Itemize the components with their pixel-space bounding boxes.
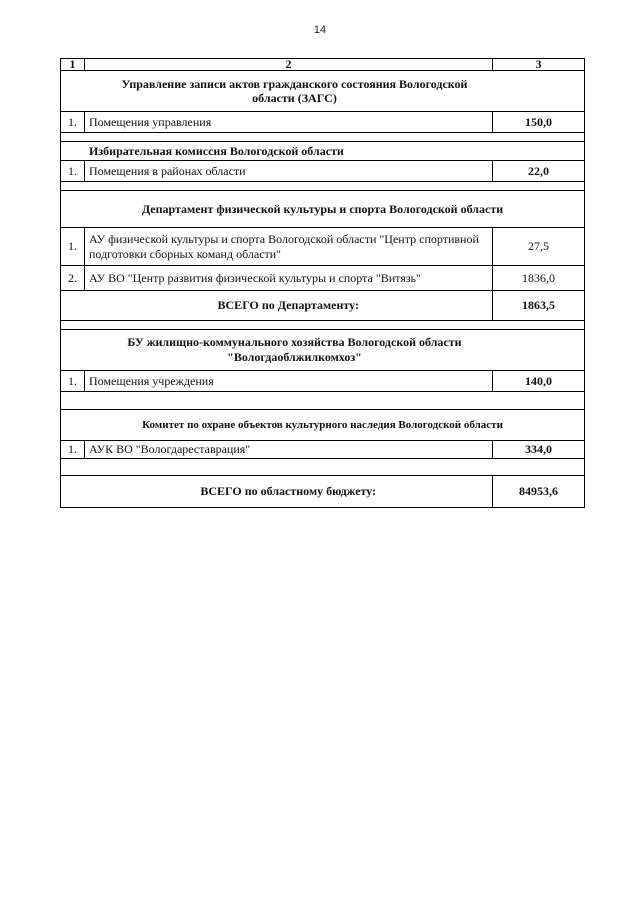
col-header-1: 1: [61, 59, 85, 71]
col-header-3: 3: [493, 59, 585, 71]
row-name: Помещения в районах области: [85, 161, 493, 182]
section-title-row: [61, 330, 585, 371]
row-number: 1.: [61, 161, 85, 182]
section-title-line: БУ жилищно-коммунального хозяйства Вологодской области: [127, 335, 462, 349]
section-title-row: [61, 142, 585, 161]
grand-total-row: [61, 476, 585, 508]
row-name: Помещения учреждения: [85, 371, 493, 392]
section-total-row: [61, 291, 585, 321]
section-title-line: Департамент физической культуры и спорта Вологодской области: [61, 191, 585, 228]
spacer-row: [61, 133, 585, 142]
spacer-row: [61, 182, 585, 191]
section-title-line: "Вологдаоблжилкомхоз": [227, 350, 362, 364]
row-value: 334,0: [493, 441, 585, 459]
budget-table: [60, 58, 585, 508]
row-value: 1836,0: [493, 266, 585, 291]
table-row: [61, 112, 585, 133]
table-row: [61, 228, 585, 266]
section-title-row: [61, 410, 585, 441]
row-number: 1.: [61, 371, 85, 392]
section-title-line: Комитет по охране объектов культурного наследия Вологодской области: [61, 410, 585, 441]
spacer-row: [61, 459, 585, 476]
row-name: АУК ВО "Вологдареставрация": [85, 441, 493, 459]
row-value: 150,0: [493, 112, 585, 133]
table-header-row: [61, 59, 585, 71]
table-row: [61, 441, 585, 459]
grand-total-label: ВСЕГО по областному бюджету:: [85, 476, 493, 508]
row-name: Помещения управления: [85, 112, 493, 133]
col-header-2: 2: [85, 59, 493, 71]
section-title-line: Управление записи актов гражданского состояния Вологодской: [121, 77, 468, 91]
row-value: 27,5: [493, 228, 585, 266]
row-value: 22,0: [493, 161, 585, 182]
row-number: 1.: [61, 112, 85, 133]
section-total-label: ВСЕГО по Департаменту:: [85, 291, 493, 321]
section-title-line: Избирательная комиссия Вологодской области: [61, 142, 585, 161]
section-title-line: области (ЗАГС): [252, 91, 337, 105]
table-row: [61, 266, 585, 291]
section-title-row: [61, 191, 585, 228]
table-row: [61, 371, 585, 392]
spacer-row: [61, 321, 585, 330]
section-title-row: [61, 71, 585, 112]
grand-total-value: 84953,6: [493, 476, 585, 508]
total-empty-cell: [61, 291, 85, 321]
row-number: 1.: [61, 441, 85, 459]
row-number: 2.: [61, 266, 85, 291]
page-number: 14: [313, 24, 327, 36]
row-name: АУ ВО "Центр развития физической культуры и спорта "Витязь": [85, 266, 493, 291]
section-total-value: 1863,5: [493, 291, 585, 321]
spacer-row: [61, 392, 585, 410]
row-number: 1.: [61, 228, 85, 266]
row-value: 140,0: [493, 371, 585, 392]
row-name: АУ физической культуры и спорта Вологодской области "Центр спортивной подготовки сборных команд области": [85, 228, 493, 266]
grand-total-empty-cell: [61, 476, 85, 508]
table-row: [61, 161, 585, 182]
